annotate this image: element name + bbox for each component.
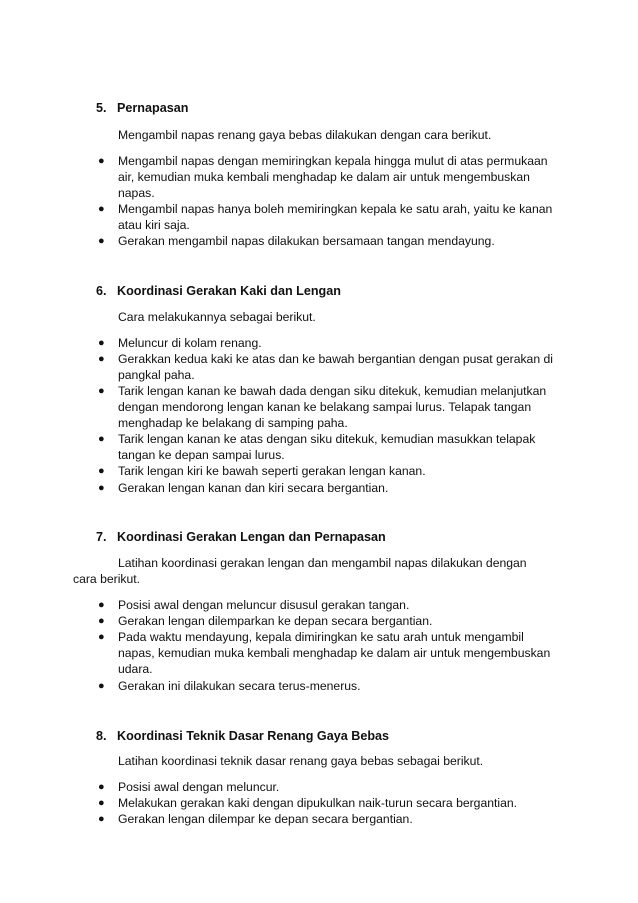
- section-number: 8.: [96, 729, 107, 743]
- section-intro: Latihan koordinasi teknik dasar renang gaya bebas sebagai berikut.: [118, 754, 484, 768]
- section-title: Koordinasi Teknik Dasar Renang Gaya Bebas: [117, 729, 390, 743]
- section-title: Koordinasi Gerakan Kaki dan Lengan: [117, 284, 341, 298]
- list-item: ● Posisi awal dengan meluncur.: [98, 780, 280, 794]
- list-item: ● Gerakkan kedua kaki ke atas dan ke bawah bergantian dengan pusat gerakan di pangkal paha.: [98, 352, 553, 382]
- section-number: 6.: [96, 284, 107, 298]
- bullet-icon: ●: [98, 433, 105, 445]
- bullet-icon: ●: [98, 235, 105, 247]
- section-intro: Latihan koordinasi gerakan lengan dan mengambil napas dilakukan dengan cara berikut.: [73, 556, 527, 586]
- section-heading: [96, 728, 389, 744]
- list-item: ● Pada waktu mendayung, kepala dimiringkan ke satu arah untuk mengambil napas, kemudian muka kembali menghadap ke dalam air untuk mengembuskan udara.: [98, 630, 551, 676]
- section-number: 7.: [96, 530, 107, 544]
- section-number: 5.: [96, 101, 107, 115]
- bullet-icon: ●: [98, 155, 105, 167]
- bullet-icon: ●: [98, 599, 105, 611]
- bullet-icon: ●: [98, 203, 105, 215]
- list-item: ● Tarik lengan kiri ke bawah seperti gerakan lengan kanan.: [98, 464, 426, 478]
- list-item: ● Meluncur di kolam renang.: [98, 336, 262, 350]
- list-item: ● Tarik lengan kanan ke bawah dada dengan siku ditekuk, kemudian melanjutkan dengan mendorong lengan kanan ke belakang sampai lurus. Telapak tangan menghadap ke belakang di samping paha.: [98, 384, 547, 430]
- bullet-icon: ●: [98, 482, 105, 494]
- bullet-icon: ●: [98, 353, 105, 365]
- list-item: ● Gerakan lengan dilempar ke depan secara bergantian.: [98, 812, 413, 826]
- bullet-icon: ●: [98, 781, 105, 793]
- section-heading: [96, 529, 386, 545]
- section-intro: Cara melakukannya sebagai berikut.: [118, 310, 316, 324]
- list-item: ● Mengambil napas dengan memiringkan kepala hingga mulut di atas permukaan air, kemudian muka kembali menghadap ke dalam air untuk mengembuskan napas.: [98, 154, 548, 200]
- section-heading: [96, 100, 188, 116]
- bullet-icon: ●: [98, 465, 105, 477]
- list-item: ● Tarik lengan kanan ke atas dengan siku ditekuk, kemudian masukkan telapak tangan ke depan sampai lurus.: [98, 432, 536, 462]
- bullet-icon: ●: [98, 385, 105, 397]
- bullet-icon: ●: [98, 813, 105, 825]
- bullet-icon: ●: [98, 797, 105, 809]
- section-intro: Mengambil napas renang gaya bebas dilakukan dengan cara berikut.: [118, 128, 492, 142]
- list-item: ● Gerakan ini dilakukan secara terus-menerus.: [98, 679, 361, 693]
- bullet-icon: ●: [98, 337, 105, 349]
- bullet-icon: ●: [98, 631, 105, 643]
- section-heading: [96, 283, 341, 299]
- section-title: Pernapasan: [117, 101, 189, 115]
- list-item: ● Gerakan lengan kanan dan kiri secara bergantian.: [98, 481, 389, 495]
- list-item: ● Gerakan mengambil napas dilakukan bersamaan tangan mendayung.: [98, 234, 495, 248]
- list-item: ● Melakukan gerakan kaki dengan dipukulkan naik-turun secara bergantian.: [98, 796, 518, 810]
- bullet-icon: ●: [98, 680, 105, 692]
- section-title: Koordinasi Gerakan Lengan dan Pernapasan: [117, 530, 386, 544]
- bullet-icon: ●: [98, 615, 105, 627]
- list-item: ● Gerakan lengan dilemparkan ke depan secara bergantian.: [98, 614, 433, 628]
- list-item: ● Mengambil napas hanya boleh memiringkan kepala ke satu arah, yaitu ke kanan atau kiri saja.: [98, 202, 553, 232]
- list-item: ● Posisi awal dengan meluncur disusul gerakan tangan.: [98, 598, 410, 612]
